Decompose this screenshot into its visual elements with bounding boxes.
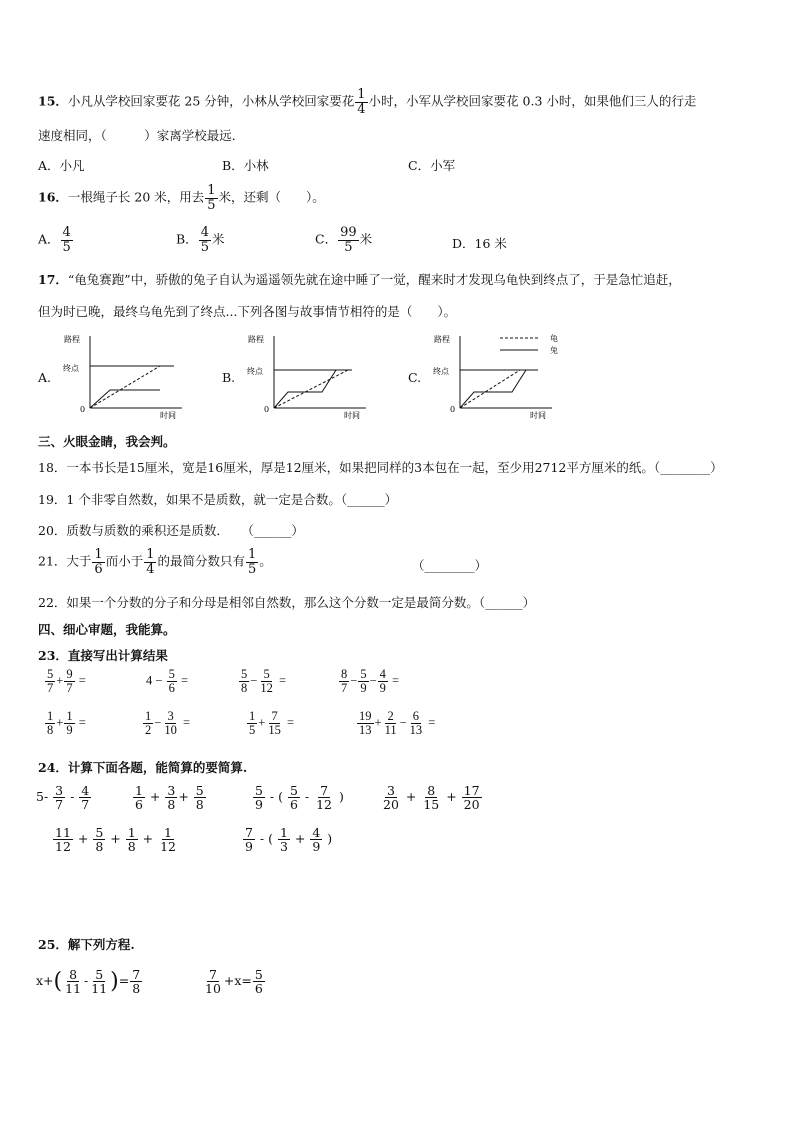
fraction: $\frac{5}{9}$ [255, 783, 263, 813]
option-unit: 米 [211, 231, 225, 247]
denominator: 5 [248, 561, 257, 577]
x-axis-label: 时间 [160, 411, 176, 420]
turtle-path [460, 370, 520, 408]
numerator: 4 [62, 225, 71, 240]
equals: = [78, 673, 86, 688]
equals: = [392, 673, 400, 688]
q25-title: 25．解下列方程. [38, 937, 135, 952]
option-label: A． [38, 231, 60, 247]
fraction: $\frac{4}{9}$ [379, 667, 386, 696]
option-unit: 米 [359, 231, 373, 247]
fraction: $\frac{11}{12}$ [55, 825, 71, 855]
q17-label-b[interactable]: B. [222, 370, 236, 385]
numerator: 1 [207, 183, 216, 198]
fraction: $\frac{5}{12}$ [260, 667, 273, 696]
q23-expr-6: $\frac{1}{2}$ − $\frac{3}{10}$ = [145, 709, 190, 738]
turtle-path [90, 366, 160, 408]
q23-expr-8: $\frac{19}{13}$ + $\frac{2}{11}$ − $\frac{6}{13}$ = [359, 709, 436, 738]
q17-label-a[interactable]: A. [38, 370, 52, 385]
q23-expr-7: $\frac{1}{5}$ + $\frac{7}{15}$ = [249, 709, 294, 738]
fraction: $\frac{8}{7}$ [341, 667, 348, 696]
legend-turtle-label: 龟 [550, 334, 558, 343]
q23-expr-1: $\frac{5}{7}$ + $\frac{9}{7}$ = [47, 667, 86, 696]
denominator: 4 [146, 561, 155, 577]
q17-graph-c [428, 328, 568, 420]
q23-expr-4: $\frac{8}{7}$ − $\frac{5}{9}$ − $\frac{4}{9}$ = [341, 667, 400, 696]
numerator: 1 [94, 547, 103, 562]
q21-text-d: 。 [259, 553, 272, 569]
numerator: 1 [248, 547, 257, 562]
fraction: $\frac{1}{5}$ [249, 709, 256, 738]
q15-text-a: 小凡从学校回家要花 25 分钟，小林从学校回家要花 [67, 93, 355, 109]
numerator: 1 [357, 87, 366, 102]
q16-text-a: 一根绳子长 20 米，用去 [67, 189, 205, 205]
fraction: $\frac{3}{7}$ [55, 783, 64, 813]
q21-fraction-2 [144, 548, 156, 576]
q15-option-c[interactable]: C．小军 [408, 158, 456, 173]
fraction: $\frac{3}{20}$ [383, 783, 399, 813]
denominator: 5 [207, 197, 216, 213]
option-label: B． [176, 231, 198, 247]
fraction: $\frac{7}{10}$ [205, 967, 221, 997]
q15-line2: 速度相同，（ ）家离学校最远． [38, 128, 245, 143]
q21-fraction-1 [92, 548, 104, 576]
fraction: $\frac{1}{9}$ [66, 709, 73, 738]
origin-label: 0 [80, 405, 86, 414]
q17-line2: 但为时已晚，最终乌龟先到了终点...下列各图与故事情节相符的是（ ）。 [38, 304, 457, 319]
fraction: $\frac{6}{13}$ [409, 709, 423, 738]
section-3-title: 三、火眼金睛，我会判。 [38, 434, 176, 449]
section-4-title: 四、细心审题，我能算。 [38, 622, 176, 637]
origin-label: 0 [264, 405, 270, 414]
fraction: $\frac{1}{12}$ [160, 825, 176, 855]
equals: = [278, 673, 286, 688]
turtle-path [274, 370, 348, 408]
option-label: C． [315, 231, 338, 247]
q24-title: 24．计算下面各题，能简算的要简算. [38, 760, 248, 775]
equals: = [428, 715, 436, 730]
q21-text-c: 的最简分数只有 [157, 553, 245, 569]
option-fraction [199, 226, 211, 254]
fraction: $\frac{2}{11}$ [384, 709, 397, 738]
fraction: $\frac{3}{10}$ [164, 709, 177, 738]
y-axis-label: 路程 [248, 335, 264, 344]
fraction: $\frac{5}{6}$ [289, 783, 298, 813]
finish-label: 终点 [63, 364, 79, 373]
q16-text-b: 米，还剩（ ）。 [218, 189, 325, 205]
denominator: 6 [94, 561, 103, 577]
q16-option-b[interactable] [176, 226, 224, 254]
equals: = [78, 715, 86, 730]
q23-expr-5: $\frac{1}{8}$ + $\frac{1}{9}$ = [47, 709, 86, 738]
y-axis-label: 路程 [64, 335, 80, 344]
q15-number: 15． [38, 93, 68, 109]
q15-fraction [355, 88, 367, 116]
numerator: 4 [200, 225, 209, 240]
q24-expr-6: $\frac{7}{9}$ - ( $\frac{1}{3}$ + $\frac{4}{9}$ ) [245, 825, 333, 855]
fraction: $\frac{7}{8}$ [132, 967, 141, 997]
q24-expr-4: $\frac{3}{20}$ + $\frac{8}{15}$ + $\frac{17}{20}$ [383, 783, 480, 813]
q21 [38, 548, 272, 576]
equals: = [180, 673, 188, 688]
x-axis-label: 时间 [344, 411, 360, 420]
equals: = [182, 715, 190, 730]
q15-option-b[interactable]: B．小林 [222, 158, 269, 173]
equals: = [286, 715, 294, 730]
fraction: $\frac{17}{20}$ [463, 783, 480, 813]
q21-text-b: 而小于 [105, 553, 144, 569]
fraction: $\frac{8}{15}$ [423, 783, 440, 813]
fraction: $\frac{1}{3}$ [279, 825, 288, 855]
q22: 22．如果一个分数的分子和分母是相邻自然数，那么这个分数一定是最简分数。（______） [38, 595, 536, 610]
q17-graph-a [58, 328, 188, 420]
fraction: $\frac{9}{7}$ [66, 667, 73, 696]
q25-equation-2: $\frac{7}{10}$ +x= $\frac{5}{6}$ [205, 967, 263, 997]
rabbit-path [90, 390, 160, 408]
numerator: 99 [340, 225, 357, 240]
x-axis-label: 时间 [530, 411, 546, 420]
q17-line1 [38, 270, 681, 288]
fraction: $\frac{1}{8}$ [127, 825, 136, 855]
fraction: $\frac{8}{11}$ [65, 967, 82, 997]
q17-number: 17． [38, 272, 68, 287]
fraction: $\frac{7}{9}$ [245, 825, 253, 855]
q17-graph-b [242, 328, 372, 420]
denominator: 5 [344, 239, 353, 255]
q21-answer-blank[interactable]: （________） [412, 558, 488, 573]
q16-option-c[interactable] [315, 226, 372, 254]
q16-option-a[interactable] [38, 226, 74, 254]
rabbit-path [274, 370, 336, 408]
q15-option-a[interactable]: A．小凡 [38, 158, 85, 173]
fraction: $\frac{1}{6}$ [135, 783, 143, 813]
q20: 20．质数与质数的乘积还是质数． （______） [38, 523, 304, 538]
denominator: 5 [200, 239, 209, 255]
fraction: $\frac{4}{9}$ [312, 825, 321, 855]
q16-number: 16． [38, 189, 68, 205]
fraction: $\frac{19}{13}$ [359, 709, 372, 738]
fraction: $\frac{1}{8}$ [47, 709, 54, 738]
q15-text-b: 小时，小军从学校回家要花 0.3 小时，如果他们三人的行走 [368, 93, 697, 109]
finish-label: 终点 [247, 367, 263, 376]
fraction: $\frac{7}{15}$ [268, 709, 281, 738]
q18: 18．一本书长是15厘米，宽是16厘米，厚是12厘米，如果把同样的3本包在一起，至少用2712平方厘米的纸。（________） [38, 460, 723, 475]
fraction: $\frac{1}{2}$ [145, 709, 152, 738]
q24-expr-5: $\frac{11}{12}$ + $\frac{5}{8}$ + $\frac{1}{8}$ + $\frac{1}{12}$ [55, 825, 176, 855]
q24-expr-3: $\frac{5}{9}$ - ( $\frac{5}{6}$ - $\frac{7}{12}$ ) [255, 783, 344, 813]
q24-expr-1: 5- $\frac{3}{7}$ - $\frac{4}{7}$ [36, 783, 90, 813]
q23-title: 23．直接写出计算结果 [38, 648, 168, 663]
finish-label: 终点 [433, 367, 449, 376]
fraction: $\frac{3}{8}$ [167, 783, 176, 813]
fraction: $\frac{5}{8}$ [195, 783, 204, 813]
denominator: 5 [62, 239, 71, 255]
q25-equation-1: x+( $\frac{8}{11}$ - $\frac{5}{11}$ )= $\frac{7}{8}$ [36, 967, 141, 997]
denominator: 4 [357, 101, 366, 117]
fraction: $\frac{5}{8}$ [95, 825, 104, 855]
q21-fraction-3 [246, 548, 258, 576]
fraction: $\frac{7}{12}$ [316, 783, 333, 813]
numerator: 1 [146, 547, 155, 562]
q16-option-d[interactable]: D．16 米 [452, 236, 507, 251]
q16-line [38, 184, 325, 212]
q23-expr-3: $\frac{5}{8}$ − $\frac{5}{12}$ = [241, 667, 286, 696]
legend-rabbit-label: 兔 [550, 346, 558, 355]
fraction: $\frac{5}{9}$ [360, 667, 367, 696]
q21-text-a: 21．大于 [38, 553, 92, 569]
q19: 19．1 个非零自然数，如果不是质数，就一定是合数。（______） [38, 492, 398, 507]
fraction: $\frac{5}{6}$ [168, 667, 175, 696]
q24-expr-2: $\frac{1}{6}$ + $\frac{3}{8}$ + $\frac{5}{8}$ [135, 783, 204, 813]
q15-line1 [38, 88, 696, 116]
fraction: $\frac{5}{8}$ [241, 667, 248, 696]
fraction: $\frac{5}{11}$ [91, 967, 108, 997]
fraction: $\frac{4}{7}$ [81, 783, 90, 813]
q16-fraction [205, 184, 217, 212]
fraction: $\frac{5}{7}$ [47, 667, 54, 696]
option-fraction [338, 226, 359, 254]
y-axis-label: 路程 [434, 335, 450, 344]
q23-expr-2: 4 − $\frac{5}{6}$ = [146, 667, 188, 696]
fraction: $\frac{5}{6}$ [254, 967, 263, 997]
q17-label-c[interactable]: C. [408, 370, 422, 385]
origin-label: 0 [450, 405, 456, 414]
option-fraction [61, 226, 73, 254]
q17-text-a: “龟兔赛跑”中，骄傲的兔子自认为遥遥领先就在途中睡了一觉，醒来时才发现乌龟快到终点了，于是急忙追赶， [67, 272, 681, 287]
